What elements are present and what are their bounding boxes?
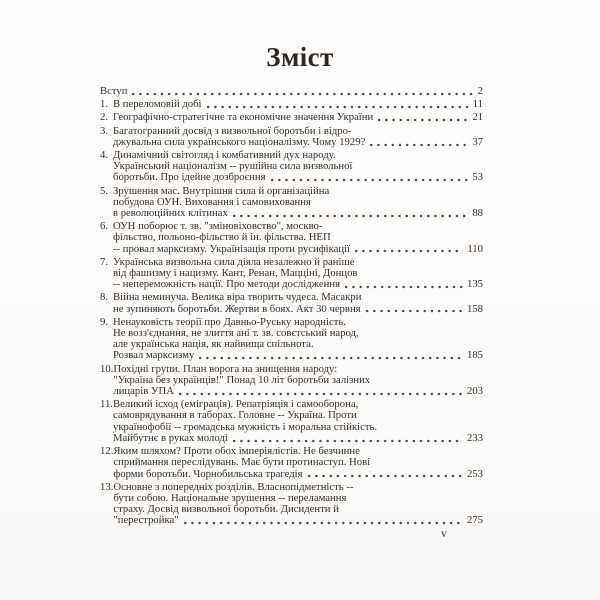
- toc-entry-line: Основне з попередніх розділів. Власнопідметність --: [113, 480, 354, 493]
- toc-entry-line: фільство, польоно-фільство й ін. фільства. НЕП: [113, 231, 331, 244]
- toc-entry-line: але українська нація, як найвища спільнота.: [113, 338, 314, 351]
- toc-page-number: 233: [466, 431, 483, 444]
- toc-entry-line: Зрушення мас. Внутрішня сила й організаційна: [113, 184, 330, 197]
- toc-entry-line: Динамічний світогляд і комбативний дух народу.: [113, 149, 336, 162]
- toc-entry-number: 3.: [100, 124, 109, 137]
- toc-entry-number: 6.: [100, 220, 109, 233]
- toc-page-number: 21: [472, 111, 483, 124]
- table-of-contents: [100, 86, 483, 529]
- toc-page-number: 11: [472, 98, 483, 111]
- toc-entry: [100, 446, 483, 480]
- toc-entry-lastline: [113, 99, 483, 110]
- toc-entry: [100, 364, 483, 398]
- toc-entry-number: 11.: [100, 398, 113, 411]
- toc-page-number: 203: [466, 385, 483, 398]
- toc-entry-text: [113, 150, 483, 184]
- toc-entry-line: Багатогранний досвід з визвольної боротьби і відро-: [113, 124, 352, 137]
- toc-entry: [100, 257, 483, 291]
- toc-page-number: 110: [467, 242, 483, 255]
- toc-page-number: 185: [466, 349, 483, 362]
- toc-page-number: 53: [472, 171, 483, 184]
- dot-leader: [308, 474, 463, 478]
- toc-entry-lastline: [113, 279, 483, 290]
- dot-leader: [378, 118, 468, 122]
- toc-entry-lastline: [113, 137, 483, 148]
- toc-entry-line: Похідні групи. План ворога на знищення народу:: [113, 362, 338, 375]
- toc-entry-lastline: [113, 350, 483, 361]
- toc-page-number: 2: [477, 85, 483, 97]
- toc-entry-line: не зупиняють боротьби. Жертви в боях. Акт 30 червня: [113, 302, 361, 315]
- toc-page-number: 253: [466, 467, 483, 480]
- toc-entry-line: Ненауковість теорії про Давньо-Руську народність.: [113, 315, 346, 328]
- toc-entry-lastline: [100, 86, 483, 97]
- toc-entry-text: [113, 126, 483, 148]
- toc-entry-line: сприймання переслідувань. Має бути протинаступ. Нові: [113, 456, 371, 469]
- toc-entry-line: українофобії -- громадська мужність і моральна стійкість.: [113, 420, 378, 433]
- toc-entry-line: Не возз'єднання, не злиття ані т. зв. совєтський народ,: [113, 327, 359, 340]
- toc-entry: [100, 317, 483, 362]
- dot-leader: [132, 92, 473, 96]
- dot-leader: [366, 309, 463, 313]
- toc-entry-line: боротьби. Про ідейне дозброєння: [113, 171, 266, 184]
- toc-entry-line: Майбутнє в руках молоді: [113, 431, 228, 444]
- toc-entry-number: 1.: [100, 98, 109, 111]
- toc-entry-lastline: [113, 515, 483, 526]
- toc-page-number: 135: [466, 278, 483, 291]
- toc-entry: [100, 482, 483, 527]
- toc-entry-lastline: [113, 112, 483, 123]
- toc-entry-line: в революційних клітинах: [113, 207, 228, 220]
- toc-entry-text: [113, 186, 483, 220]
- toc-entry-line: Яким шляхом? Проти обох імперіялістів. Не безчинне: [113, 445, 360, 458]
- toc-entry-line: Український націоналізм -- рушійна сила визвольної: [113, 160, 353, 173]
- toc-entry: [100, 150, 483, 184]
- dot-leader: [271, 178, 469, 182]
- toc-entry-text: [113, 112, 483, 123]
- dot-leader: [370, 143, 468, 147]
- toc-entry-text: [113, 99, 483, 110]
- toc-entry-lastline: [113, 244, 483, 255]
- toc-entry-lastline: [113, 433, 483, 444]
- toc-entry-number: 4.: [100, 149, 109, 162]
- toc-entry-line: від фашизму і нацизму. Кант, Ренан, Мацціні, Донцов: [113, 267, 358, 280]
- dot-leader: [345, 285, 463, 289]
- toc-entry: [100, 86, 483, 97]
- toc-entry-text: [113, 399, 483, 444]
- toc-entry-line: лицарів УПА: [113, 385, 174, 398]
- toc-entry-text: [113, 317, 483, 362]
- toc-page-number: 275: [466, 514, 483, 527]
- dot-leader: [355, 249, 463, 253]
- toc-entry: [100, 99, 483, 110]
- toc-entry-line: В переломовій добі: [113, 98, 202, 111]
- toc-entry-number: 13.: [100, 480, 114, 493]
- dot-leader: [233, 439, 463, 443]
- toc-entry-text: [100, 86, 483, 97]
- toc-entry-text: [113, 482, 483, 527]
- toc-entry-lastline: [113, 172, 483, 183]
- dot-leader: [179, 392, 463, 396]
- folio-page-number: v: [441, 528, 447, 540]
- dot-leader: [199, 356, 463, 360]
- page-title: Зміст: [266, 42, 334, 72]
- toc-entry-text: [113, 446, 483, 480]
- toc-entry-number: 5.: [100, 184, 109, 197]
- toc-entry-line: самоврядування в таборах. Головне -- Україна. Проти: [113, 409, 357, 422]
- toc-entry-text: [113, 221, 483, 255]
- toc-entry-line: -- провал марксизму. Українізація проти русифікації: [113, 242, 351, 255]
- toc-entry-line: Географічно-стратегічне та економічне значення України: [113, 111, 374, 124]
- toc-entry: [100, 399, 483, 444]
- toc-entry-line: джувальна сила українського націоналізму. Чому 1929?: [113, 135, 366, 148]
- toc-entry-line: ОУН поборює т. зв. "зміновіховство", москво-: [113, 220, 323, 233]
- toc-entry-line: "перестройка": [113, 514, 179, 527]
- toc-entry-line: бути собою. Національне зрушення -- переламання: [113, 491, 347, 504]
- toc-entry-line: -- непереможність нації. Про методи дослідження: [113, 278, 340, 291]
- toc-entry-line: побудова ОУН. Виховання і самовиховання: [113, 195, 311, 208]
- toc-entry-number: 7.: [100, 255, 109, 268]
- toc-entry-line: Війна неминуча. Велика віра творить чудеса. Масакри: [113, 291, 362, 304]
- dot-leader: [184, 521, 463, 525]
- toc-entry: [100, 126, 483, 148]
- toc-entry-text: [113, 292, 483, 314]
- toc-entry-line: Українська визвольна сила діяла незалежно й раніше: [113, 255, 355, 268]
- toc-entry-number: 9.: [100, 315, 109, 328]
- toc-entry-text: [113, 257, 483, 291]
- toc-page-number: 37: [472, 135, 483, 148]
- toc-page-number: 158: [466, 302, 483, 315]
- toc-entry-number: 12.: [100, 445, 114, 458]
- toc-entry-line: Вступ: [100, 85, 128, 97]
- dot-leader: [233, 214, 468, 218]
- toc-entry: [100, 221, 483, 255]
- toc-entry-line: Великий ісход (еміграція). Репатріяція і самооборона,: [113, 398, 359, 411]
- toc-entry-line: "Україна без українців!" Понад 10 літ боротьби залізних: [113, 373, 371, 386]
- toc-entry: [100, 112, 483, 123]
- toc-entry-lastline: [113, 386, 483, 397]
- toc-entry: [100, 292, 483, 314]
- toc-entry-lastline: [113, 304, 483, 315]
- toc-entry-number: 2.: [100, 111, 109, 124]
- toc-entry-line: Розвал марксизму: [113, 349, 195, 362]
- toc-entry: [100, 186, 483, 220]
- toc-entry-line: страху. Досвід визвольної боротьби. Дисиденти й: [113, 503, 339, 516]
- dot-leader: [207, 105, 469, 109]
- toc-entry-lastline: [113, 208, 483, 219]
- toc-entry-number: 8.: [100, 291, 109, 304]
- toc-entry-number: 10.: [100, 362, 114, 375]
- toc-page-number: 88: [472, 207, 483, 220]
- toc-entry-lastline: [113, 469, 483, 480]
- toc-entry-text: [113, 364, 483, 398]
- toc-entry-line: форми боротьби. Чорнобильська трагедія: [113, 467, 303, 480]
